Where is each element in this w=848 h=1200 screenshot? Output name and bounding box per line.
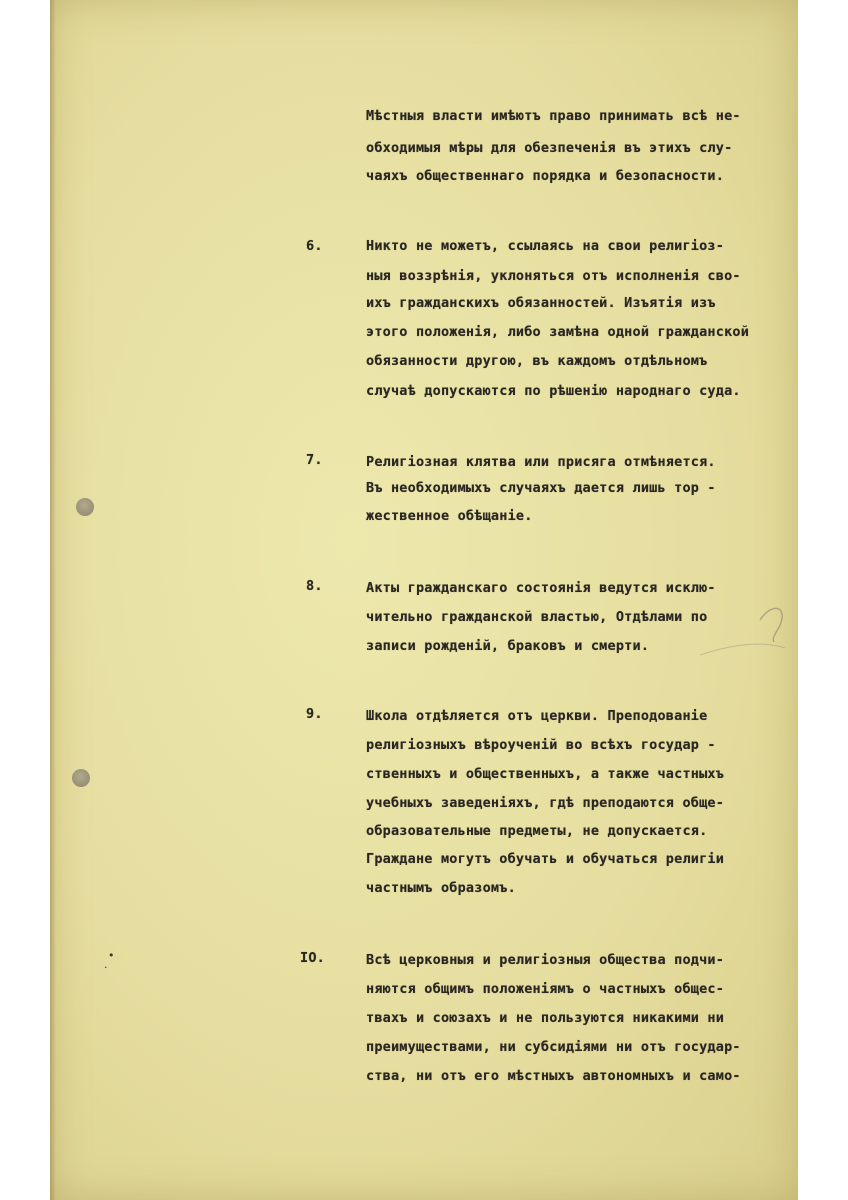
sheet-left-edge [50,0,56,1200]
intro-line-1: Мѣстныя власти имѣютъ право принимать всѣ не- [366,108,741,124]
section-number-9: 9. [306,706,323,722]
section-9-line-2: религіозныхъ вѣроученій во всѣхъ государ - [366,737,716,753]
section-10-line-2: няются общимъ положеніямъ о частныхъ общес- [366,981,725,997]
section-7-line-1: Религіозная клятва или присяга отмѣняется. [366,454,716,470]
section-9-line-1: Школа отдѣляется отъ церкви. Преподованіе [366,708,708,724]
section-8-line-3: записи рожденій, браковъ и смерти. [366,638,650,654]
intro-line-2: обходимыя мѣры для обезпеченія въ этихъ слу- [366,140,733,156]
section-6-line-1: Никто не можетъ, ссылаясь на свои религіоз- [366,238,725,254]
section-7-line-2: Въ необходимыхъ случаяхъ дается лишь тор - [366,480,716,496]
section-10-line-1: Всѣ церковныя и религіозныя общества подчи- [366,952,725,968]
section-9-line-3: ственныхъ и общественныхъ, а также частныхъ [366,766,725,782]
section-9-line-7: частнымъ образомъ. [366,880,516,896]
section-10-line-3: твахъ и союзахъ и не пользуются никакими ни [366,1010,725,1026]
stain-mark: · [104,961,108,974]
section-number-6: 6. [306,238,323,254]
section-6-line-5: обязанности другою, въ каждомъ отдѣльномъ [366,353,708,369]
section-10-line-4: преимуществами, ни субсидіями ни отъ государ- [366,1039,741,1055]
intro-line-3: чаяхъ общественнаго порядка и безопасности. [366,168,725,184]
section-number-10: IO. [300,950,325,966]
section-7-line-3: жественное обѣщаніе. [366,508,533,524]
section-10-line-5: ства, ни отъ его мѣстныхъ автономныхъ и само- [366,1068,741,1084]
section-9-line-6: Граждане могутъ обучать и обучаться религіи [366,851,725,867]
section-6-line-2: ныя воззрѣнія, уклоняться отъ исполненія сво- [366,268,741,284]
section-6-line-4: этого положенія, либо замѣна одной гражданской [366,324,750,340]
punch-hole-upper [76,498,94,516]
section-number-8: 8. [306,578,323,594]
section-6-line-3: ихъ гражданскихъ обязанностей. Изъятія изъ [366,295,716,311]
stain-mark: • [108,949,115,962]
section-number-7: 7. [306,452,323,468]
section-6-line-6: случаѣ допускаются по рѣшенію народнаго суда. [366,383,741,399]
section-8-line-1: Акты гражданскаго состоянія ведутся исклю- [366,580,716,596]
punch-hole-lower [72,769,90,787]
section-8-line-2: чительно гражданской властью, Отдѣлами по [366,609,708,625]
section-9-line-4: учебныхъ заведеніяхъ, гдѣ преподаются обще- [366,795,725,811]
section-9-line-5: образовательные предметы, не допускается. [366,823,708,839]
